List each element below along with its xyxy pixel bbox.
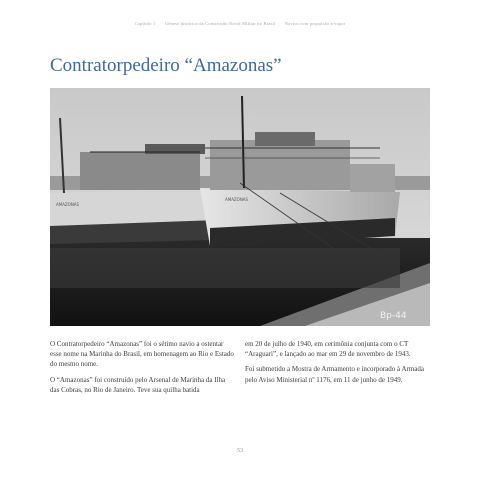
body-paragraph: O “Amazonas” foi construído pelo Arsenal de Marinha da Ilha das Cobras, no Rio de Janeiro. Teve sua quilha batida bbox=[50, 375, 226, 394]
header-chapter: Capítulo 1 bbox=[134, 21, 156, 26]
page-title: Contratorpedeiro “Amazonas” bbox=[50, 55, 282, 76]
running-header bbox=[0, 21, 480, 26]
ship-photograph bbox=[50, 88, 430, 326]
body-column-right bbox=[245, 339, 431, 390]
header-section: Gênese histórica da Construção Naval Militar no Brasil bbox=[164, 21, 276, 26]
hull-label-right: AMAZONAS bbox=[225, 197, 249, 202]
photo-stamp: Bp-44 bbox=[380, 311, 407, 321]
page-number: 53 bbox=[237, 448, 243, 454]
body-paragraph: em 20 de julho de 1940, em cerimônia conjunta com o CT “Araguari”, e lançado ao mar em 29 de novembro de 1943. bbox=[245, 340, 411, 359]
body-column-left bbox=[50, 339, 236, 400]
body-paragraph: O Contratorpedeiro “Amazonas” foi o sétimo navio a ostentar esse nome na Marinha do Brasil, em homenagem ao Rio e Estado do mesmo nome. bbox=[50, 340, 234, 369]
body-paragraph: Foi submetido a Mostra de Armamento e incorporado à Armada pelo Aviso Ministerial nº 1176, em 11 de junho de 1949. bbox=[245, 365, 425, 384]
header-subsection: Navios com propulsão a vapor bbox=[284, 21, 346, 26]
hull-label-left: AMAZONAS bbox=[56, 202, 80, 207]
ship-photo-drawing bbox=[50, 88, 430, 326]
